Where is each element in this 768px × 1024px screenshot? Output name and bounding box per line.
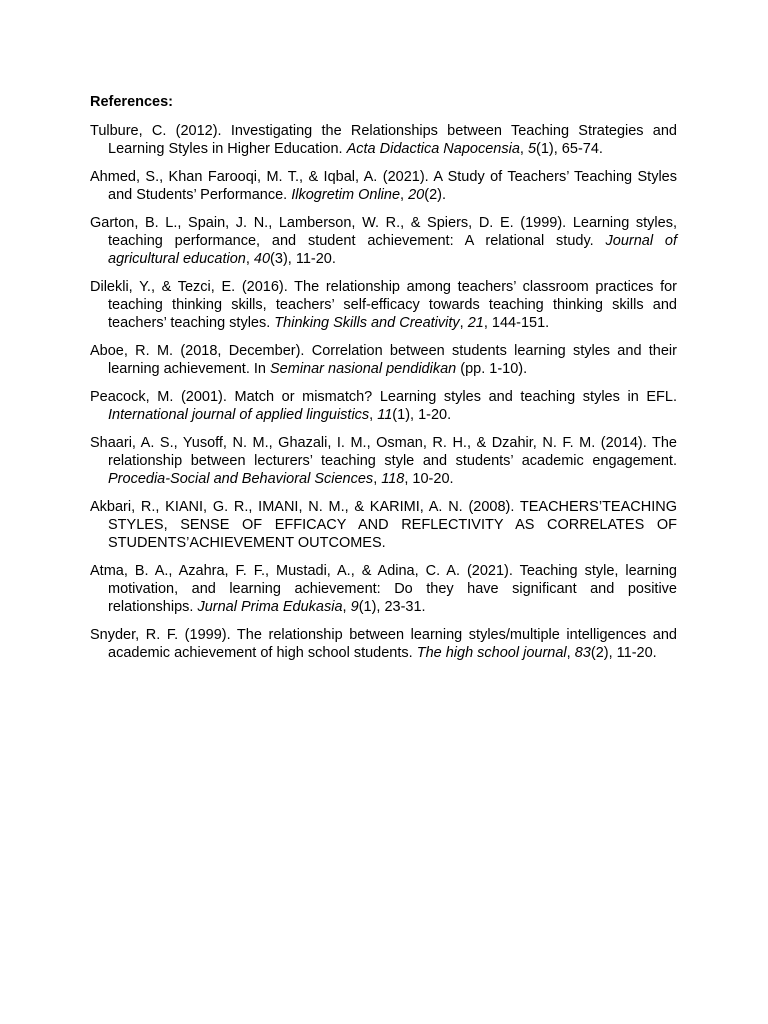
reference-pages: (1), 1-20.	[392, 407, 452, 423]
reference-text: Dilekli, Y., & Tezci, E. (2016). The relationship among teachers’ classroom practices for teaching thinking skills, teachers’ self-efficacy towards teaching thinking skills and teachers’ teaching styles.	[90, 279, 677, 331]
reference-separator: ,	[459, 315, 468, 331]
reference-item	[90, 122, 677, 158]
reference-pages: (1), 65-74.	[536, 141, 603, 157]
reference-text: Shaari, A. S., Yusoff, N. M., Ghazali, I. M., Osman, R. H., & Dzahir, N. F. M. (2014). The relationship between lecturers’ teaching style and students’ academic engagement.	[90, 435, 677, 469]
reference-volume: 118	[381, 471, 405, 487]
reference-text: Tulbure, C. (2012). Investigating the Relationships between Teaching Strategies and Learning Styles in Higher Education.	[90, 123, 677, 157]
reference-source: Acta Didactica Napocensia	[346, 141, 520, 157]
reference-separator: ,	[566, 645, 575, 661]
reference-text: Atma, B. A., Azahra, F. F., Mustadi, A., & Adina, C. A. (2021). Teaching style, learning motivation, and learning achievement: Do they have significant and positive relationships.	[90, 563, 677, 615]
reference-text: Ahmed, S., Khan Farooqi, M. T., & Iqbal, A. (2021). A Study of Teachers’ Teaching Styles and Students’ Performance.	[90, 169, 677, 203]
reference-item	[90, 388, 677, 424]
reference-list	[90, 122, 677, 662]
reference-separator: ,	[342, 599, 351, 615]
reference-pages: , 10-20.	[404, 471, 454, 487]
reference-source: Jurnal Prima Edukasia	[197, 599, 343, 615]
reference-item	[90, 498, 677, 552]
references-page	[90, 93, 677, 672]
reference-text: Aboe, R. M. (2018, December). Correlation between students learning styles and their learning achievement. In	[90, 343, 677, 377]
reference-volume: 40	[253, 251, 271, 267]
reference-item	[90, 168, 677, 204]
reference-separator: ,	[519, 141, 528, 157]
reference-item	[90, 626, 677, 662]
reference-pages: , 144-151.	[483, 315, 550, 331]
reference-pages: (1), 23-31.	[358, 599, 426, 615]
reference-volume: 9	[350, 599, 359, 615]
reference-pages: (2), 11-20.	[590, 645, 657, 661]
reference-volume: 21	[467, 315, 484, 331]
reference-item	[90, 434, 677, 488]
references-heading: References:	[90, 94, 174, 110]
reference-volume: 5	[527, 141, 537, 157]
reference-source: Seminar nasional pendidikan	[270, 361, 457, 377]
reference-pages: (2).	[424, 187, 446, 203]
reference-item	[90, 214, 677, 268]
reference-volume: 83	[574, 645, 591, 661]
reference-text: Snyder, R. F. (1999). The relationship between learning styles/multiple intelligences and academic achievement of high school students.	[90, 627, 677, 661]
reference-source: Journal of agricultural education	[108, 233, 677, 267]
reference-text: Akbari, R., KIANI, G. R., IMANI, N. M., & KARIMI, A. N. (2008). TEACHERS’TEACHING STYLES, SENSE OF EFFICACY AND REFLECTIVITY AS CORRELATES OF STUDENTS’ACHIEVEMENT OUTCOMES.	[90, 499, 677, 551]
reference-source: The high school journal	[416, 645, 567, 661]
reference-item	[90, 342, 677, 378]
reference-volume: 20	[408, 187, 425, 203]
reference-text: Garton, B. L., Spain, J. N., Lamberson, W. R., & Spiers, D. E. (1999). Learning styles, teaching performance, and student achievement: A relational study.	[90, 215, 677, 249]
reference-source: Ilkogretim Online	[291, 187, 401, 203]
reference-item	[90, 278, 677, 332]
reference-separator: ,	[400, 187, 409, 203]
reference-pages: (3), 11-20.	[270, 251, 336, 267]
reference-pages: (pp. 1-10).	[456, 361, 528, 377]
reference-volume: 11	[377, 407, 393, 423]
reference-separator: ,	[373, 471, 382, 487]
reference-separator: ,	[369, 407, 378, 423]
reference-text: Peacock, M. (2001). Match or mismatch? Learning styles and teaching styles in EFL.	[90, 389, 677, 405]
reference-source: Procedia-Social and Behavioral Sciences	[108, 471, 374, 487]
reference-source: Thinking Skills and Creativity	[274, 315, 460, 331]
reference-source: International journal of applied linguistics	[108, 407, 370, 423]
reference-item	[90, 562, 677, 616]
reference-separator: ,	[245, 251, 254, 267]
